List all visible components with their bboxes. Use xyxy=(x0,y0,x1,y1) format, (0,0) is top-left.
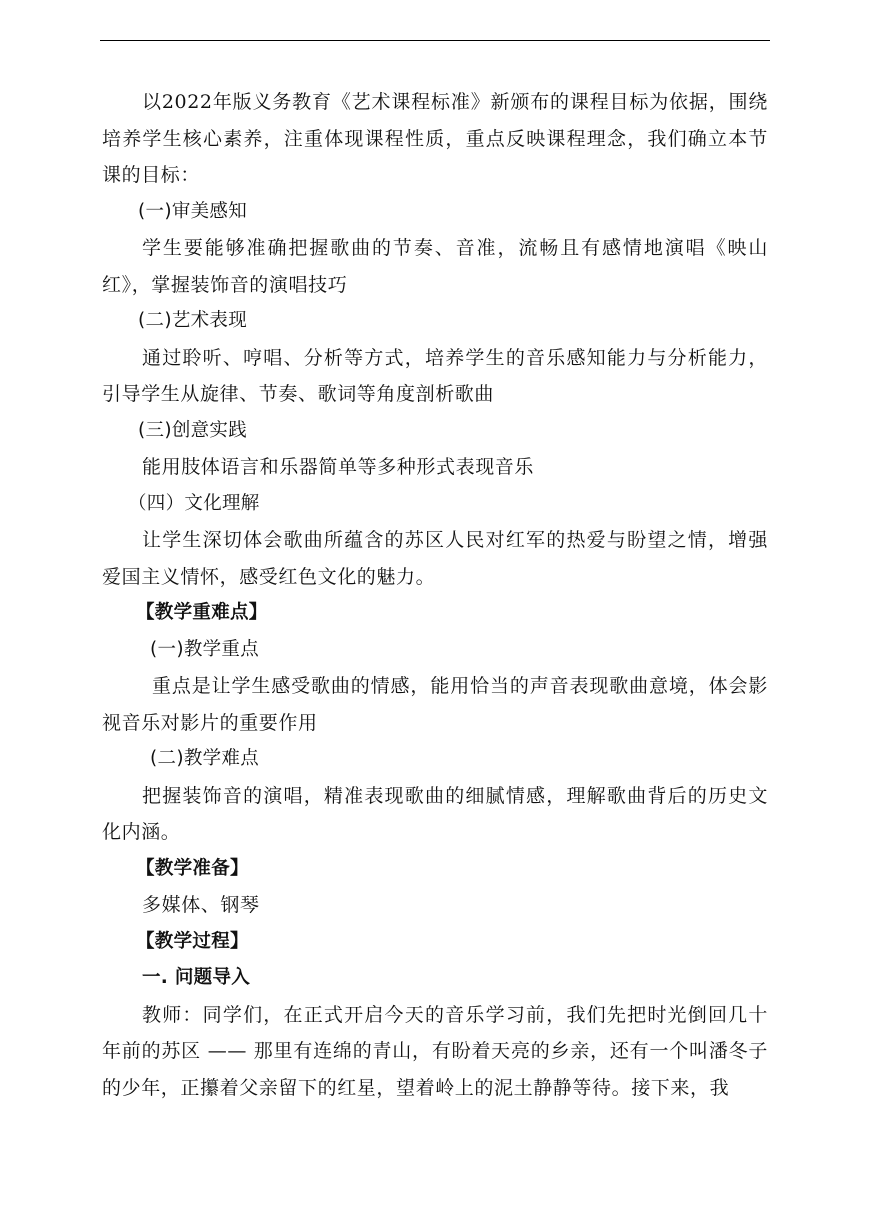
heading-artistic-expression: (二)艺术表现 xyxy=(138,310,248,331)
section-key-difficult-points: 【教学重难点】 xyxy=(136,602,268,623)
heading-creative-practice: (三)创意实践 xyxy=(138,419,248,441)
section-teaching-preparation: 【教学准备】 xyxy=(136,857,249,879)
heading-teaching-difficulty: (二)教学难点 xyxy=(150,748,260,769)
paragraph-artistic-expression: 通过聆听、哼唱、分析等方式，培养学生的音乐感知能力与分析能力，引导学生从旋律、节奏、歌词等角度剖析歌曲 xyxy=(102,346,768,405)
document-body xyxy=(102,84,768,1106)
paragraph-teacher-introduction: 教师：同学们，在正式开启今天的音乐学习前，我们先把时光倒回几十年前的苏区 —— 那里有连绵的青山，有盼着天亮的乡亲，还有一个叫潘冬子的少年，正攥着父亲留下的红星，望着岭上的泥土静静等待。接下来，我 xyxy=(102,1003,768,1099)
heading-teaching-focus: (一)教学重点 xyxy=(150,638,260,660)
paragraph-aesthetic-perception: 学生要能够准确把握歌曲的节奏、音准，流畅且有感情地演唱《映山红》，掌握装饰音的演唱技巧 xyxy=(102,237,768,296)
header-rule xyxy=(100,40,770,41)
paragraph-teaching-difficulty: 把握装饰音的演唱，精准表现歌曲的细腻情感，理解歌曲背后的历史文化内涵。 xyxy=(102,784,768,843)
intro-paragraph: 以2022年版义务教育《艺术课程标准》新颁布的课程目标为依据，围绕培养学生核心素养，注重体现课程性质，重点反映课程理念，我们确立本节课的目标： xyxy=(102,91,768,186)
heading-aesthetic-perception: (一)审美感知 xyxy=(138,200,248,222)
section-question-introduction: 一. 问题导入 xyxy=(142,967,251,988)
paragraph-cultural-understanding: 让学生深切体会歌曲所蕴含的苏区人民对红军的热爱与盼望之情，增强爱国主义情怀，感受红色文化的魅力。 xyxy=(102,529,768,588)
heading-cultural-understanding: （四）文化理解 xyxy=(128,492,260,514)
paragraph-teaching-preparation: 多媒体、钢琴 xyxy=(142,894,260,916)
paragraph-teaching-focus: 重点是让学生感受歌曲的情感，能用恰当的声音表现歌曲意境，体会影视音乐对影片的重要作用 xyxy=(102,675,768,734)
section-teaching-process: 【教学过程】 xyxy=(136,930,249,952)
paragraph-creative-practice: 能用肢体语言和乐器简单等多种形式表现音乐 xyxy=(142,456,535,478)
